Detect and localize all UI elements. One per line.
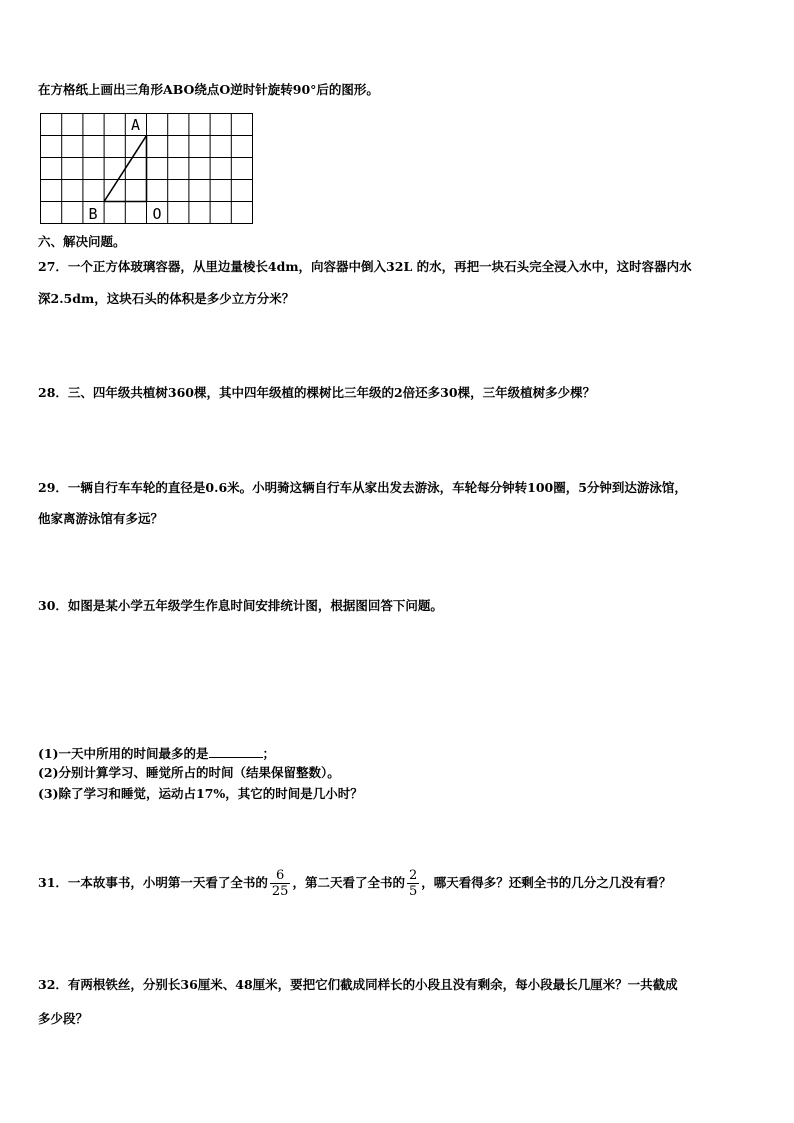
fraction-two-fifths [407,868,419,899]
question-27-line2: 深2.5dm，这块石头的体积是多少立方分米？ [38,291,295,306]
rotation-instruction: 在方格纸上画出三角形ABO绕点O逆时针旋转90°后的图形。 [38,82,379,97]
frac2-denominator: 5 [408,884,418,899]
question-29-line1: 29．一辆自行车车轮的直径是0.6米。小明骑这辆自行车从家出发去游泳，车轮每分钟转100圈，5分钟到达游泳馆， [38,480,687,495]
point-b-label: B [88,205,98,223]
question-28: 28．三、四年级共植树360棵，其中四年级植的棵树比三年级的2倍还多30棵，三年级植树多少棵？ [38,385,596,400]
answer-blank[interactable] [209,745,263,758]
frac1-numerator: 6 [270,868,291,884]
sub1-text: (1)一天中所用的时间最多的是 [38,746,209,761]
q31-part3: ，哪天看得多？还剩全书的几分之几没有看？ [421,875,672,890]
question-29-line2: 他家离游泳馆有多远？ [38,511,164,526]
question-31 [38,866,756,900]
sub1-end: ； [262,746,276,761]
question-27-line1: 27．一个正方体玻璃容器，从里边量棱长4dm，向容器中倒入32L 的水，再把一块石头完全浸入水中，这时容器内水 [38,259,692,274]
question-30: 30．如图是某小学五年级学生作息时间安排统计图，根据图回答下问题。 [38,598,443,613]
section-title: 六、解决问题。 [38,234,126,249]
frac1-denominator: 25 [271,884,289,899]
q31-part2: ，第二天看了全书的 [292,875,405,890]
point-a-label: A [130,116,141,134]
question-30-sub1 [38,745,756,762]
fraction-six-twenty-fifths [270,868,291,899]
frac2-numerator: 2 [408,868,418,883]
question-32-line1: 32．有两根铁丝，分别长36厘米、48厘米，要把它们截成同样长的小段且没有剩余，每小段最长几厘米？一共截成 [38,977,678,992]
question-30-sub2: (2)分别计算学习、睡觉所占的时间（结果保留整数）。 [38,765,340,780]
point-o-label: O [152,205,162,223]
q31-part1: 31．一本故事书，小明第一天看了全书的 [38,875,268,890]
question-32-line2: 多少段？ [38,1011,89,1026]
question-30-sub3: (3)除了学习和睡觉，运动占17%，其它的时间是几小时？ [38,786,363,801]
square-grid-figure [40,113,256,225]
